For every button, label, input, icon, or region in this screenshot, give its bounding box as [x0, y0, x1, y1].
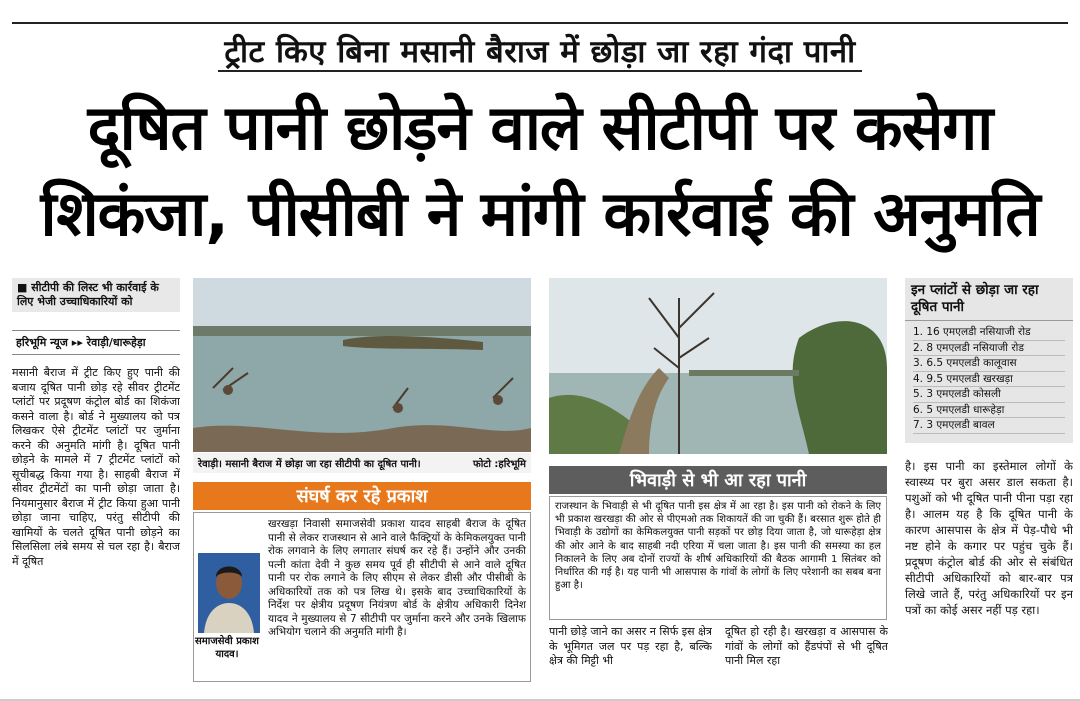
section-banner-struggle: संघर्ष कर रहे प्रकाश — [193, 482, 531, 510]
photo-1-caption — [193, 453, 531, 473]
photo-credit: फोटो :हरिभूमि — [472, 459, 526, 470]
article-column-4: है। इस पानी का इस्तेमाल लोगों के स्वास्थ्य पर बुरा असर डाल सकता है। पशुओं को भी दूषित पानी पीना पड़ा रहा है। आलम यह है कि दूषित पानी के कारण आसपास के क्षेत्र में पेड़-पौधे भी नष्ट होने के कगार पर पहुंच चुके हैं। प्रदूषण कंट्रोल बोर्ड की ओर से संबंधित सीटीपी अधिकारियों को बार-बार पत्र लिखे जाते हैं, परंतु अधिकारियों पर इन पत्रों का कोई असर नहीं पड़ रहा। — [905, 459, 1073, 617]
article-column-3a: पानी छोड़े जाने का असर न सिर्फ इस क्षेत्र के भूमिगत जल पर पड़ रहा है, बल्कि क्षेत्र की मिट्टी भी — [549, 625, 712, 667]
article-column-1: मसानी बैराज में ट्रीट किए हुए पानी की बजाय दूषित पानी छोड़ रहे सीवर ट्रीटमेंट प्लांटों पर प्रदूषण कंट्रोल बोर्ड का शिकंजा कसने वाला है। बोर्ड ने मुख्यालय को पत्र लिखकर ऐसे ट्रीटमेंट प्लांटों पर जुर्माना करने की अनुमति मांगी है। दूषित पानी छोड़ने के मामले में 7 ट्रीटमेंट प्लांटों को सूचीबद्ध किया गया है। साहबी बैराज में सीवर ट्रीटमेंटों का पानी छोड़ा जाता है। नियमानुसार बैराज में ट्रीट किया हुआ पानी छोड़ा जाना चाहिए, परंतु सीटीपी की खामियों के चलते दूषित पानी छोड़ने का सिलसिला लंबे समय से चल रहा है। बैराज में दूषित — [12, 366, 180, 568]
photo-bank-with-trees — [549, 278, 887, 454]
plant-item: 1. 16 एमएलडी नसियाजी रोड — [913, 325, 1065, 341]
plants-list-box — [905, 278, 1073, 443]
plant-item: 5. 3 एमएलडी कोसली — [913, 387, 1065, 403]
kicker-text: ट्रीट किए बिना मसानी बैराज में छोड़ा जा रहा गंदा पानी — [218, 34, 861, 72]
prakash-text: खरखड़ा निवासी समाजसेवी प्रकाश यादव साहबी बैराज के दूषित पानी से लेकर राजस्थान से आने वाले फैक्ट्रियों के केमिकलयुक्त पानी रोक लगवाने के लिए लगातार संघर्ष कर रहे हैं। उन्होंने और उनकी पत्नी कांता देवी ने कुछ समय पूर्व ही सीटीपी से आने वाले दूषित पानी पर रोक लगाने के लिए सीएम से लेकर डीसी और पीसीबी के अधिकारियों तक को पत्र लिख थे। इसके बाद उच्चाधिकारियों के निर्देश पर क्षेत्रीय प्रदूषण नियंत्रण बोर्ड के क्षेत्रीय अधिकारी दिनेश यादव ने मुख्यालय से 7 सीटीपी पर जुर्माना करने और उनके खिलाफ अभियोग चलाने की अनुमति मांगी है। — [268, 518, 526, 638]
plant-item: 4. 9.5 एमएलडी खरखड़ा — [913, 372, 1065, 388]
plants-list — [905, 321, 1073, 438]
plant-item: 3. 6.5 एमएलडी कालूवास — [913, 356, 1065, 372]
byline: हरिभूमि न्यूज ▸▸ रेवाड़ी/धारूहेड़ा — [12, 330, 180, 355]
subheading: ■ सीटीपी की लिस्ट भी कार्रवाई के लिए भेजी उच्चाधिकारियों को — [12, 278, 180, 312]
plant-item: 2. 8 एमएलडी नसियाजी रोड — [913, 341, 1065, 357]
bhiwadi-text: राजस्थान के भिवाड़ी से भी दूषित पानी इस क्षेत्र में आ रहा है। इस पानी को रोकने के लिए भी प्रकाश खरखड़ा की ओर से पीएमओ तक शिकायतें की जा चुकी हैं। बरसात शुरू होते ही भिवाड़ी के उद्योगों का केमिकलयुक्त पानी सड़कों पर छोड़ दिया जाता है, जो धारूहेड़ा क्षेत्र की ओर आने के बाद साहबी नदी एरिया में चला जाता है। इस पानी की समस्या का हल निकालने के लिए अब दोनों राज्यों के शीर्ष अधिकारियों की बैठक आगामी 1 सितंबर को निर्धारित की गई है। यह पानी भी आसपास के गांवों के लोगों के लिए परेशानी का सबब बना हुआ है। — [555, 501, 881, 592]
plant-item: 7. 3 एमएलडी बावल — [913, 418, 1065, 434]
photo-masani-barrage — [193, 278, 531, 452]
top-rule — [12, 22, 1068, 24]
plant-item: 6. 5 एमएलडी धारूहेड़ा — [913, 403, 1065, 419]
portrait-prakash-yadav — [198, 553, 260, 633]
plants-list-title: इन प्लांटों से छोड़ा जा रहा दूषित पानी — [905, 278, 1073, 321]
article-column-3b: दूषित हो रही है। खरखड़ा व आसपास के गांवों के लोगों को हैंडपंपों से भी दूषित पानी मिल रहा — [725, 625, 888, 667]
headline-line-1: दूषित पानी छोड़ने वाले सीटीपी पर कसेगा — [87, 91, 993, 164]
headline-line-2: शिकंजा, पीसीबी ने मांगी कार्रवाई की अनुमति — [40, 177, 1040, 250]
portrait-caption: समाजसेवी प्रकाश यादव। — [195, 636, 259, 660]
photo-1-caption-text: रेवाड़ी। मसानी बैराज में छोड़ा जा रहा सीटीपी का दूषित पानी। — [198, 459, 421, 470]
subheading-text: सीटीपी की लिस्ट भी कार्रवाई के लिए भेजी उच्चाधिकारियों को — [17, 281, 159, 308]
kicker — [0, 30, 1080, 72]
section-banner-bhiwadi: भिवाड़ी से भी आ रहा पानी — [549, 466, 887, 494]
